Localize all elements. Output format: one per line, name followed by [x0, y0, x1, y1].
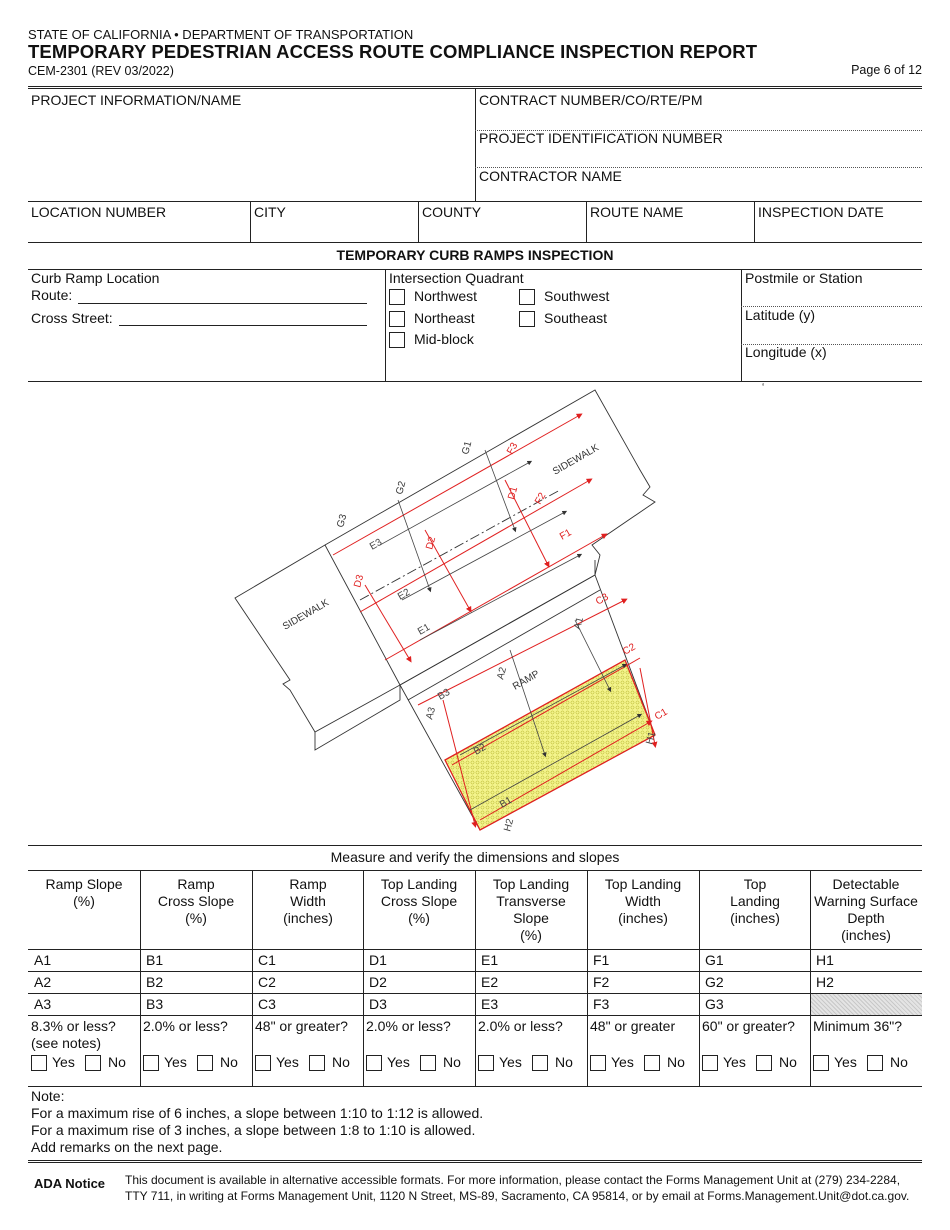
measure-column-header — [252, 876, 364, 927]
criteria-text: Minimum 36"? — [813, 1018, 902, 1034]
measure-cell[interactable]: B3 — [146, 996, 164, 1012]
inspection-date-field[interactable] — [757, 222, 919, 240]
curb-ramp-location-label: Curb Ramp Location — [31, 270, 160, 286]
yes-label: Yes — [52, 1054, 75, 1070]
inspection-date-label: INSPECTION DATE — [758, 204, 884, 220]
header-line: (%) — [185, 910, 207, 926]
contractor-name-field[interactable] — [478, 185, 918, 200]
no-label: No — [779, 1054, 797, 1070]
f3-label: F3 — [505, 440, 521, 457]
no-checkbox[interactable] — [756, 1055, 772, 1071]
header-line: Top Landing — [604, 876, 682, 892]
a3-label: A3 — [424, 706, 439, 721]
measure-cell[interactable]: C3 — [258, 996, 276, 1012]
measure-cell[interactable]: H2 — [816, 974, 834, 990]
header-line: Width — [625, 893, 661, 909]
criteria-text: 60" or greater? — [702, 1018, 795, 1034]
mid-block-label: Mid-block — [414, 331, 474, 347]
divider — [250, 201, 251, 242]
divider — [385, 269, 386, 381]
h2-label: H2 — [502, 817, 517, 833]
criteria-text: 48" or greater? — [255, 1018, 348, 1034]
ada-text-line-2: TTY 711, in writing at Forms Management Unit, 1120 N Street, MS-89, Sacramento, CA 95814, or by email at Forms.Management.Unit@dot.ca.gov. — [125, 1189, 910, 1203]
mid-block-checkbox[interactable] — [389, 332, 405, 348]
contract-number-label: CONTRACT NUMBER/CO/RTE/PM — [479, 92, 703, 108]
project-id-field[interactable] — [478, 148, 918, 166]
route-name-label: ROUTE NAME — [590, 204, 684, 220]
header-line: Top — [743, 876, 767, 892]
northeast-checkbox[interactable] — [389, 311, 405, 327]
postmile-field[interactable] — [744, 287, 919, 305]
e3-label: E3 — [368, 536, 385, 553]
divider — [586, 201, 587, 242]
measure-column-header — [587, 876, 699, 927]
measure-cell[interactable]: C2 — [258, 974, 276, 990]
header-line: Top Landing — [380, 876, 458, 892]
d3-label: D3 — [352, 573, 367, 589]
measure-cell[interactable]: G3 — [705, 996, 724, 1012]
header-line: Top Landing — [492, 876, 570, 892]
no-checkbox[interactable] — [867, 1055, 883, 1071]
northeast-label: Northeast — [414, 310, 475, 326]
yes-checkbox[interactable] — [143, 1055, 159, 1071]
b2-label: B2 — [472, 741, 489, 758]
g1-label: G1 — [460, 440, 475, 456]
project-id-label: PROJECT IDENTIFICATION NUMBER — [479, 130, 723, 146]
header-line: (inches) — [283, 910, 333, 926]
city-field[interactable] — [253, 222, 415, 240]
c3-label: C3 — [594, 591, 611, 608]
southwest-label: Southwest — [544, 288, 610, 304]
f2-label: F2 — [533, 490, 549, 507]
measure-cell[interactable]: F1 — [593, 952, 610, 968]
intersection-quadrant-label: Intersection Quadrant — [389, 270, 524, 286]
no-label: No — [332, 1054, 350, 1070]
form-title: TEMPORARY PEDESTRIAN ACCESS ROUTE COMPLIANCE INSPECTION REPORT — [28, 41, 758, 62]
header-line: Warning Surface — [814, 893, 918, 909]
measure-column-header — [28, 876, 140, 910]
measure-column-header — [475, 876, 587, 944]
measure-cell[interactable]: D2 — [369, 974, 387, 990]
divider — [418, 201, 419, 242]
no-label: No — [108, 1054, 126, 1070]
header-line: (%) — [520, 927, 542, 943]
ramp-label: RAMP — [511, 668, 542, 693]
sidewalk-left — [235, 545, 400, 750]
location-number-label: LOCATION NUMBER — [31, 204, 167, 220]
divider — [741, 269, 742, 381]
measure-cell[interactable]: F3 — [593, 996, 610, 1012]
southeast-checkbox[interactable] — [519, 311, 535, 327]
header-line: (%) — [73, 893, 95, 909]
f1-label: F1 — [558, 527, 574, 543]
sidewalk-label-right: SIDEWALK — [551, 442, 601, 478]
stray-tick: ‘ — [762, 382, 765, 393]
southeast-label: Southeast — [544, 310, 608, 326]
measure-column-header — [140, 876, 252, 927]
county-label: COUNTY — [422, 204, 482, 220]
header-line: (inches) — [841, 927, 891, 943]
no-label: No — [555, 1054, 573, 1070]
southwest-checkbox[interactable] — [519, 289, 535, 305]
yes-checkbox[interactable] — [590, 1055, 606, 1071]
route-label: Route: — [31, 287, 73, 303]
note-line-2: For a maximum rise of 3 inches, a slope between 1:8 to 1:10 is allowed. — [31, 1122, 476, 1138]
yes-checkbox[interactable] — [478, 1055, 494, 1071]
yes-checkbox[interactable] — [813, 1055, 829, 1071]
measure-cell[interactable]: C1 — [258, 952, 276, 968]
ada-notice-text — [125, 1172, 925, 1204]
header-line: Ramp — [177, 876, 215, 892]
h1-label: H1 — [644, 730, 659, 746]
latitude-field[interactable] — [744, 324, 919, 342]
measure-top-rule — [28, 845, 922, 846]
measure-bottom-rule — [28, 1086, 922, 1087]
criteria-text: 48" or greater — [590, 1018, 676, 1034]
project-bottom-rule — [28, 201, 922, 202]
measure-column-header — [363, 876, 475, 927]
header-line: Depth — [847, 910, 885, 926]
no-checkbox[interactable] — [309, 1055, 325, 1071]
measure-cell[interactable]: E2 — [481, 974, 499, 990]
cross-street-field[interactable] — [119, 325, 367, 326]
yes-label: Yes — [276, 1054, 299, 1070]
yes-label: Yes — [723, 1054, 746, 1070]
latitude-label: Latitude (y) — [745, 307, 816, 323]
a2-label: A2 — [495, 666, 510, 681]
header-line: (%) — [408, 910, 430, 926]
d2-label: D2 — [424, 535, 439, 551]
no-checkbox[interactable] — [85, 1055, 101, 1071]
yes-checkbox[interactable] — [31, 1055, 47, 1071]
no-label: No — [890, 1054, 908, 1070]
yes-checkbox[interactable] — [255, 1055, 271, 1071]
longitude-label: Longitude (x) — [745, 344, 827, 360]
b3-label: B3 — [436, 686, 453, 703]
page-number: Page 6 of 12 — [851, 63, 922, 77]
measure-caption: Measure and verify the dimensions and slopes — [330, 849, 620, 865]
measure-cell[interactable]: A3 — [34, 996, 52, 1012]
sidewalk-label-left: SIDEWALK — [281, 597, 331, 633]
location-number-field[interactable] — [30, 222, 246, 240]
city-label: CITY — [254, 204, 286, 220]
footer-rule — [28, 1160, 922, 1163]
no-checkbox[interactable] — [420, 1055, 436, 1071]
form-number: CEM-2301 (REV 03/2022) — [28, 64, 174, 78]
measure-cell[interactable]: A2 — [34, 974, 52, 990]
a1-label: A1 — [572, 616, 587, 631]
header-line: (inches) — [730, 910, 780, 926]
note-line-1: For a maximum rise of 6 inches, a slope between 1:10 to 1:12 is allowed. — [31, 1105, 484, 1121]
measure-column-header — [699, 876, 811, 927]
yes-label: Yes — [387, 1054, 410, 1070]
northwest-label: Northwest — [414, 288, 478, 304]
measure-cell[interactable]: D3 — [369, 996, 387, 1012]
yes-checkbox[interactable] — [366, 1055, 382, 1071]
yes-label: Yes — [499, 1054, 522, 1070]
criteria-text: 2.0% or less? — [366, 1018, 451, 1034]
measure-cell[interactable]: A1 — [34, 952, 52, 968]
yes-label: Yes — [611, 1054, 634, 1070]
location-bottom-rule — [28, 242, 922, 243]
no-label: No — [220, 1054, 238, 1070]
header-line: Detectable — [832, 876, 900, 892]
no-checkbox[interactable] — [532, 1055, 548, 1071]
measure-column-header — [810, 876, 922, 944]
contractor-name-label: CONTRACTOR NAME — [479, 168, 622, 184]
measure-cell[interactable]: E1 — [481, 952, 499, 968]
header-line: (inches) — [618, 910, 668, 926]
c1-label: C1 — [653, 706, 670, 723]
route-field[interactable] — [78, 303, 367, 304]
header-line: Cross Slope — [157, 893, 235, 909]
location-block-rule — [28, 381, 922, 382]
ada-notice-label: ADA Notice — [34, 1176, 106, 1191]
header-line: Ramp — [289, 876, 327, 892]
curb-ramp-diagram — [220, 385, 700, 840]
measure-cell[interactable]: H1 — [816, 952, 834, 968]
contract-number-field[interactable] — [478, 110, 918, 128]
measure-cell[interactable]: B2 — [146, 974, 164, 990]
no-label: No — [443, 1054, 461, 1070]
cross-street-label: Cross Street: — [31, 310, 113, 326]
project-info-label: PROJECT INFORMATION/NAME — [31, 92, 242, 108]
route-name-field[interactable] — [589, 222, 751, 240]
ada-text-line-1: This document is available in alternative accessible formats. For more information, please contact the Forms Management Unit at (279) 234-2284, — [125, 1173, 901, 1187]
measure-cell[interactable]: D1 — [369, 952, 387, 968]
c2-label: C2 — [621, 641, 638, 658]
g2-label: G2 — [394, 480, 409, 496]
no-checkbox[interactable] — [644, 1055, 660, 1071]
yes-checkbox[interactable] — [702, 1055, 718, 1071]
longitude-field[interactable] — [744, 361, 919, 379]
postmile-label: Postmile or Station — [745, 270, 863, 286]
measure-cell[interactable]: G2 — [705, 974, 724, 990]
no-label: No — [667, 1054, 685, 1070]
criteria-text: (see notes) — [31, 1035, 102, 1051]
criteria-text: 8.3% or less? — [31, 1018, 116, 1034]
divider — [754, 201, 755, 242]
header-line: Ramp Slope — [45, 876, 123, 892]
header-line: Width — [290, 893, 326, 909]
note-line-3: Add remarks on the next page. — [31, 1139, 223, 1155]
measure-cell[interactable]: E3 — [481, 996, 499, 1012]
agency-line: STATE OF CALIFORNIA • DEPARTMENT OF TRANSPORTATION — [28, 27, 414, 42]
note-title: Note: — [31, 1088, 65, 1104]
measure-cell[interactable]: F2 — [593, 974, 610, 990]
yes-label: Yes — [164, 1054, 187, 1070]
criteria-text: 2.0% or less? — [478, 1018, 563, 1034]
northwest-checkbox[interactable] — [389, 289, 405, 305]
county-field[interactable] — [421, 222, 583, 240]
header-line: Slope — [513, 910, 549, 926]
measure-cell[interactable]: B1 — [146, 952, 164, 968]
b1-label: B1 — [498, 794, 515, 811]
project-info-field[interactable] — [30, 110, 470, 200]
g3-label: G3 — [335, 513, 350, 529]
no-checkbox[interactable] — [197, 1055, 213, 1071]
section-title: TEMPORARY CURB RAMPS INSPECTION — [336, 247, 614, 263]
yes-label: Yes — [834, 1054, 857, 1070]
project-divider — [475, 88, 476, 201]
measure-cell[interactable]: G1 — [705, 952, 724, 968]
header-line: Transverse — [496, 893, 566, 909]
e2-label: E2 — [396, 586, 413, 603]
header-line: Landing — [730, 893, 780, 909]
e1-label: E1 — [416, 621, 433, 638]
shaded-cell — [811, 994, 922, 1015]
criteria-text: 2.0% or less? — [143, 1018, 228, 1034]
d1-label: D1 — [506, 485, 521, 501]
header-line: Cross Slope — [380, 893, 458, 909]
